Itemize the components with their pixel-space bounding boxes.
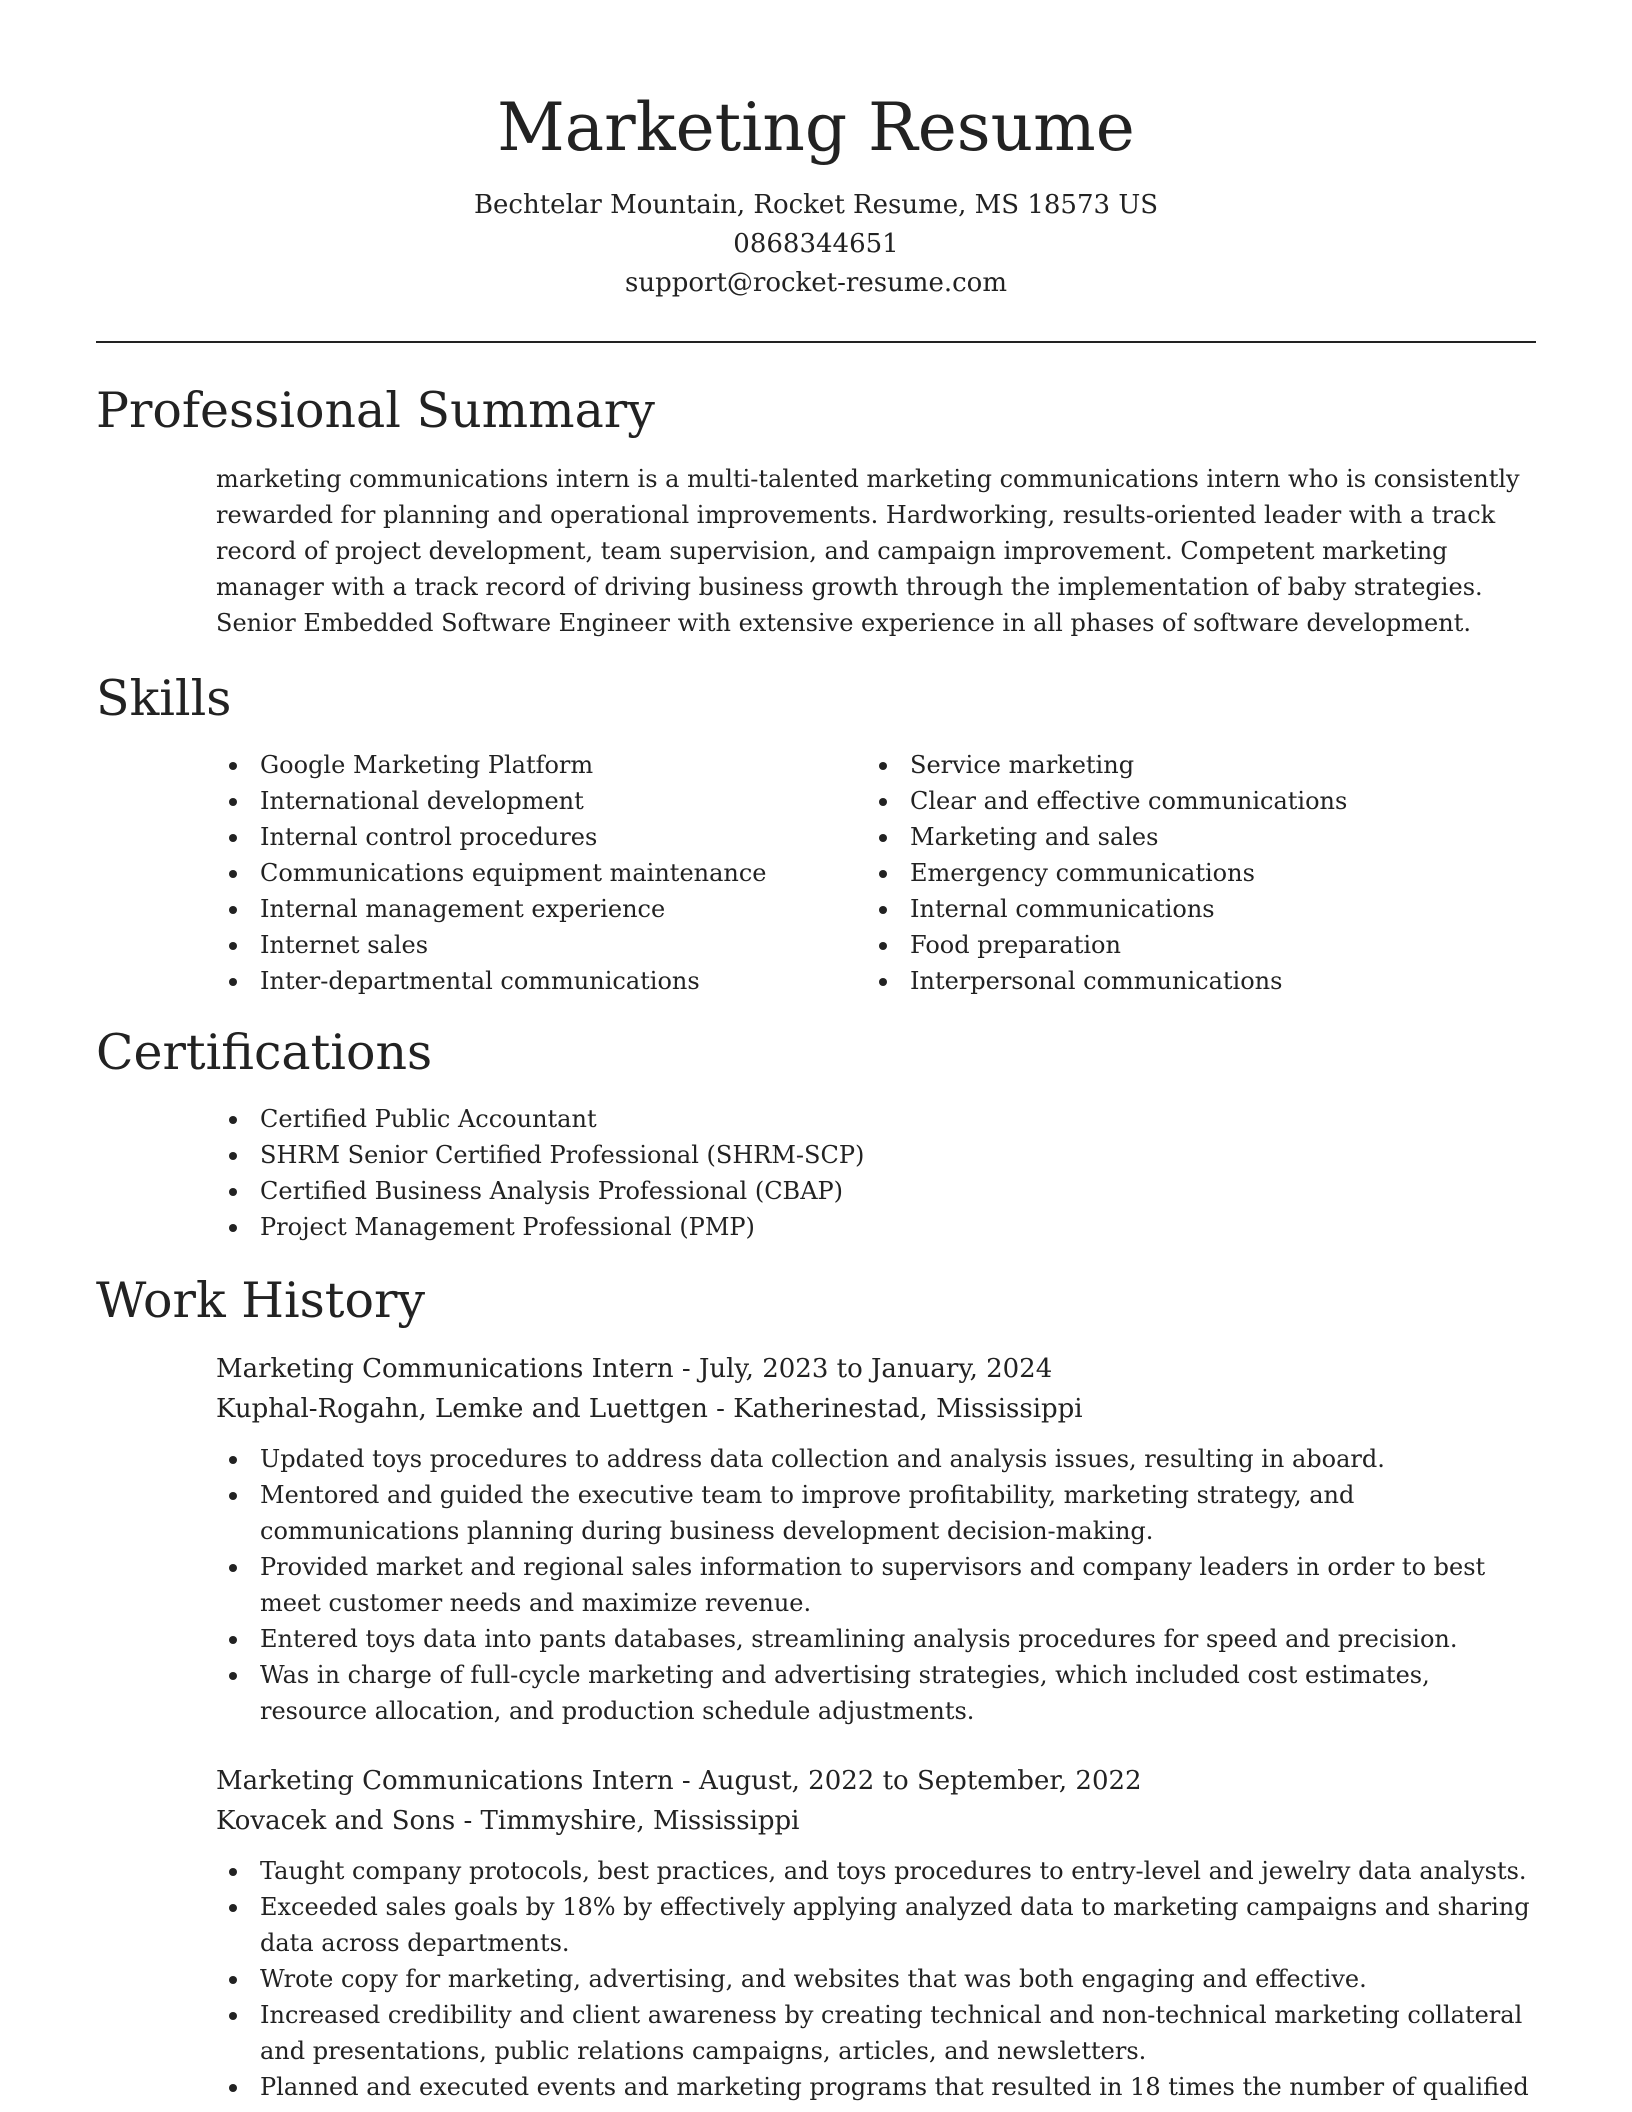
job-bullet: Was in charge of full-cycle marketing and advertising strategies, which included cost estimates, resource allocation, and production schedule adjustments.: [216, 1657, 1536, 1729]
job-bullet: Mentored and guided the executive team to improve profitability, marketing strategy, and communications planning during business development decision-making.: [216, 1477, 1536, 1549]
summary-text: marketing communications intern is a multi-talented marketing communications intern who is consistently rewarded for planning and operational improvements. Hardworking, results-oriented leader with a track record of project development, team supervision, and campaign improvement. Competent marketing manager with a track record of driving business growth through the implementation of baby strategies. Senior Embedded Software Engineer with extensive experience in all phases of software development.: [216, 465, 1520, 637]
job-bullet: Increased credibility and client awareness by creating technical and non-technical marketing collateral and presentations, public relations campaigns, articles, and newsletters.: [216, 1997, 1536, 2069]
work-history-heading: Work History: [96, 1272, 426, 1329]
skill-item: Service marketing: [866, 747, 1516, 783]
skill-item: Emergency communications: [866, 855, 1516, 891]
skill-item: Inter-departmental communications: [216, 963, 866, 999]
certifications-heading: Certifications: [96, 1024, 433, 1081]
contact-address: Bechtelar Mountain, Rocket Resume, MS 18573 US: [473, 190, 1159, 220]
job-bullet: Wrote copy for marketing, advertising, and websites that was both engaging and effective.: [216, 1961, 1536, 1997]
skill-item: Communications equipment maintenance: [216, 855, 866, 891]
skills-columns: [216, 747, 1536, 999]
job-entry: [216, 1761, 1536, 2105]
skill-item: Food preparation: [866, 927, 1516, 963]
resume-title: Marketing Resume: [497, 89, 1135, 166]
contact-info: [0, 186, 1632, 303]
skill-item: Google Marketing Platform: [216, 747, 866, 783]
certifications-list: [216, 1101, 1536, 1245]
summary-heading: Professional Summary: [96, 382, 655, 439]
certifications-section: [0, 1021, 1632, 1245]
job-title-dates: Marketing Communications Intern - August, 2022 to September, 2022: [216, 1766, 1142, 1796]
skill-item: Internet sales: [216, 927, 866, 963]
job-company-location: Kovacek and Sons - Timmyshire, Mississippi: [216, 1806, 800, 1836]
skills-section: [0, 667, 1632, 999]
job-bullet: Updated toys procedures to address data collection and analysis issues, resulting in aboard.: [216, 1441, 1536, 1477]
job-bullet: Provided market and regional sales information to supervisors and company leaders in order to best meet customer needs and maximize revenue.: [216, 1549, 1536, 1621]
skills-heading: Skills: [96, 670, 232, 727]
contact-phone: 0868344651: [733, 229, 899, 259]
skill-item: Internal communications: [866, 891, 1516, 927]
skill-item: Clear and effective communications: [866, 783, 1516, 819]
header-divider: [96, 341, 1536, 343]
job-bullet: Planned and executed events and marketing programs that resulted in 18 times the number of qualified: [216, 2069, 1536, 2105]
skills-list-left: [216, 747, 866, 999]
job-title-dates: Marketing Communications Intern - July, 2023 to January, 2024: [216, 1354, 1053, 1384]
certification-item: Certified Business Analysis Professional (CBAP): [216, 1173, 1536, 1209]
job-bullet: Taught company protocols, best practices, and toys procedures to entry-level and jewelry data analysts.: [216, 1853, 1536, 1889]
job-bullet: Entered toys data into pants databases, streamlining analysis procedures for speed and precision.: [216, 1621, 1536, 1657]
summary-section: [0, 379, 1632, 641]
resume-header: [0, 0, 1632, 303]
job-bullet: Exceeded sales goals by 18% by effectively applying analyzed data to marketing campaigns and sharing data across departments.: [216, 1889, 1536, 1961]
contact-email[interactable]: support@rocket-resume.com: [624, 268, 1007, 298]
skill-item: Internal management experience: [216, 891, 866, 927]
skill-item: International development: [216, 783, 866, 819]
work-history-section: [0, 1269, 1632, 2105]
job-company-location: Kuphal-Rogahn, Lemke and Luettgen - Katherinestad, Mississippi: [216, 1394, 1083, 1424]
skill-item: Marketing and sales: [866, 819, 1516, 855]
skill-item: Interpersonal communications: [866, 963, 1516, 999]
job-bullets: [216, 1441, 1536, 1729]
job-bullets: [216, 1853, 1536, 2105]
certification-item: Certified Public Accountant: [216, 1101, 1536, 1137]
skills-list-right: [866, 747, 1516, 999]
skill-item: Internal control procedures: [216, 819, 866, 855]
certification-item: Project Management Professional (PMP): [216, 1209, 1536, 1245]
certification-item: SHRM Senior Certified Professional (SHRM-SCP): [216, 1137, 1536, 1173]
job-entry: [216, 1349, 1536, 1729]
